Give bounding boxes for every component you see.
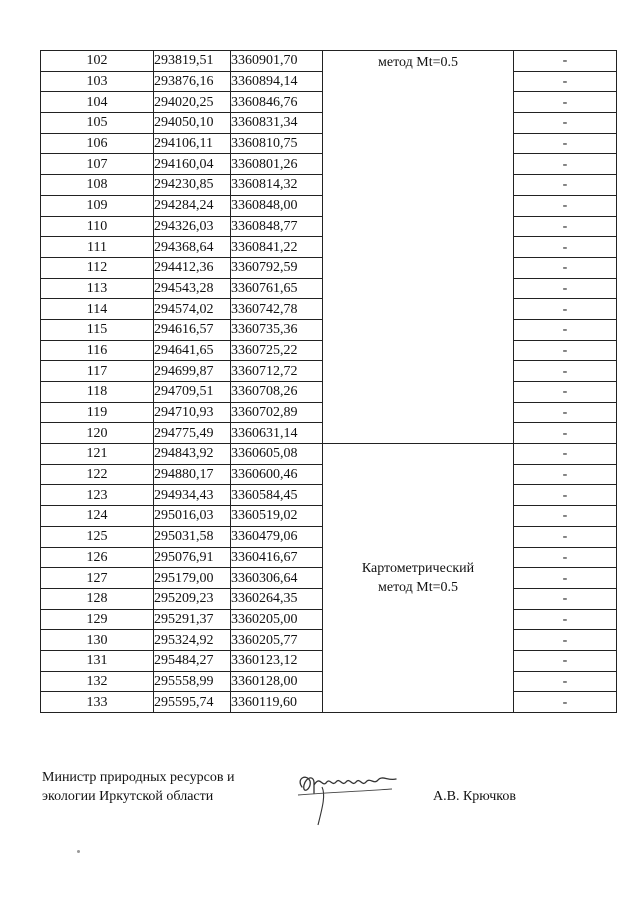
point-number-cell: 102 (41, 51, 154, 72)
accuracy-cell: - (514, 650, 617, 671)
point-number-cell: 130 (41, 630, 154, 651)
method-line1: Картометрический (361, 561, 475, 577)
x-coordinate-cell: 295209,23 (154, 588, 231, 609)
accuracy-cell: - (514, 692, 617, 713)
accuracy-cell: - (514, 568, 617, 589)
point-number-cell: 106 (41, 133, 154, 154)
point-number-cell: 133 (41, 692, 154, 713)
x-coordinate-cell: 295484,27 (154, 650, 231, 671)
point-number-cell: 123 (41, 485, 154, 506)
point-number-cell: 109 (41, 195, 154, 216)
accuracy-cell: - (514, 51, 617, 72)
x-coordinate-cell: 294843,92 (154, 444, 231, 465)
accuracy-cell: - (514, 216, 617, 237)
x-coordinate-cell: 294106,11 (154, 133, 231, 154)
x-coordinate-cell: 295324,92 (154, 630, 231, 651)
y-coordinate-cell: 3360735,36 (231, 319, 323, 340)
y-coordinate-cell: 3360702,89 (231, 402, 323, 423)
point-number-cell: 129 (41, 609, 154, 630)
x-coordinate-cell: 294543,28 (154, 278, 231, 299)
point-number-cell: 114 (41, 299, 154, 320)
accuracy-cell: - (514, 671, 617, 692)
point-number-cell: 131 (41, 650, 154, 671)
y-coordinate-cell: 3360631,14 (231, 423, 323, 444)
accuracy-cell: - (514, 92, 617, 113)
y-coordinate-cell: 3360712,72 (231, 361, 323, 382)
point-number-cell: 105 (41, 113, 154, 134)
x-coordinate-cell: 294326,03 (154, 216, 231, 237)
y-coordinate-cell: 3360848,77 (231, 216, 323, 237)
x-coordinate-cell: 294412,36 (154, 257, 231, 278)
signatory-title-line1: Министр природных ресурсов и (42, 770, 235, 785)
y-coordinate-cell: 3360901,70 (231, 51, 323, 72)
x-coordinate-cell: 293819,51 (154, 51, 231, 72)
y-coordinate-cell: 3360841,22 (231, 237, 323, 258)
x-coordinate-cell: 294284,24 (154, 195, 231, 216)
point-number-cell: 113 (41, 278, 154, 299)
x-coordinate-cell: 294020,25 (154, 92, 231, 113)
accuracy-cell: - (514, 526, 617, 547)
accuracy-cell: - (514, 237, 617, 258)
y-coordinate-cell: 3360306,64 (231, 568, 323, 589)
x-coordinate-cell: 294641,65 (154, 340, 231, 361)
y-coordinate-cell: 3360128,00 (231, 671, 323, 692)
y-coordinate-cell: 3360792,59 (231, 257, 323, 278)
point-number-cell: 120 (41, 423, 154, 444)
accuracy-cell: - (514, 113, 617, 134)
method-cell (323, 444, 514, 713)
point-number-cell: 107 (41, 154, 154, 175)
accuracy-cell: - (514, 154, 617, 175)
table-row (41, 444, 617, 465)
y-coordinate-cell: 3360416,67 (231, 547, 323, 568)
signatory-title (42, 768, 234, 806)
accuracy-cell: - (514, 361, 617, 382)
x-coordinate-cell: 294775,49 (154, 423, 231, 444)
point-number-cell: 126 (41, 547, 154, 568)
accuracy-cell: - (514, 423, 617, 444)
accuracy-cell: - (514, 630, 617, 651)
coordinates-table-body (41, 51, 617, 713)
y-coordinate-cell: 3360205,00 (231, 609, 323, 630)
y-coordinate-cell: 3360605,08 (231, 444, 323, 465)
y-coordinate-cell: 3360810,75 (231, 133, 323, 154)
accuracy-cell: - (514, 382, 617, 403)
y-coordinate-cell: 3360119,60 (231, 692, 323, 713)
y-coordinate-cell: 3360742,78 (231, 299, 323, 320)
x-coordinate-cell: 295595,74 (154, 692, 231, 713)
x-coordinate-cell: 295031,58 (154, 526, 231, 547)
point-number-cell: 117 (41, 361, 154, 382)
accuracy-cell: - (514, 485, 617, 506)
scan-speck (77, 850, 80, 853)
x-coordinate-cell: 294160,04 (154, 154, 231, 175)
point-number-cell: 127 (41, 568, 154, 589)
y-coordinate-cell: 3360519,02 (231, 506, 323, 527)
y-coordinate-cell: 3360600,46 (231, 464, 323, 485)
point-number-cell: 118 (41, 382, 154, 403)
y-coordinate-cell: 3360725,22 (231, 340, 323, 361)
point-number-cell: 115 (41, 319, 154, 340)
handwritten-signature (292, 765, 402, 830)
point-number-cell: 128 (41, 588, 154, 609)
point-number-cell: 124 (41, 506, 154, 527)
accuracy-cell: - (514, 175, 617, 196)
accuracy-cell: - (514, 133, 617, 154)
accuracy-cell: - (514, 464, 617, 485)
accuracy-cell: - (514, 257, 617, 278)
y-coordinate-cell: 3360814,32 (231, 175, 323, 196)
x-coordinate-cell: 294709,51 (154, 382, 231, 403)
y-coordinate-cell: 3360761,65 (231, 278, 323, 299)
point-number-cell: 116 (41, 340, 154, 361)
accuracy-cell: - (514, 402, 617, 423)
point-number-cell: 104 (41, 92, 154, 113)
y-coordinate-cell: 3360205,77 (231, 630, 323, 651)
signatory-name: А.В. Крючков (433, 789, 516, 804)
accuracy-cell: - (514, 319, 617, 340)
y-coordinate-cell: 3360708,26 (231, 382, 323, 403)
x-coordinate-cell: 294934,43 (154, 485, 231, 506)
point-number-cell: 110 (41, 216, 154, 237)
y-coordinate-cell: 3360848,00 (231, 195, 323, 216)
accuracy-cell: - (514, 278, 617, 299)
point-number-cell: 112 (41, 257, 154, 278)
coordinates-table (40, 50, 617, 713)
accuracy-cell: - (514, 588, 617, 609)
x-coordinate-cell: 294230,85 (154, 175, 231, 196)
table-row (41, 51, 617, 72)
point-number-cell: 103 (41, 71, 154, 92)
y-coordinate-cell: 3360831,34 (231, 113, 323, 134)
y-coordinate-cell: 3360264,35 (231, 588, 323, 609)
accuracy-cell: - (514, 340, 617, 361)
y-coordinate-cell: 3360894,14 (231, 71, 323, 92)
accuracy-cell: - (514, 444, 617, 465)
accuracy-cell: - (514, 506, 617, 527)
x-coordinate-cell: 294880,17 (154, 464, 231, 485)
point-number-cell: 119 (41, 402, 154, 423)
x-coordinate-cell: 294050,10 (154, 113, 231, 134)
y-coordinate-cell: 3360801,26 (231, 154, 323, 175)
x-coordinate-cell: 294616,57 (154, 319, 231, 340)
accuracy-cell: - (514, 547, 617, 568)
point-number-cell: 111 (41, 237, 154, 258)
y-coordinate-cell: 3360584,45 (231, 485, 323, 506)
accuracy-cell: - (514, 71, 617, 92)
accuracy-cell: - (514, 299, 617, 320)
method-line2: метод Mt=0.5 (378, 580, 458, 596)
x-coordinate-cell: 294699,87 (154, 361, 231, 382)
x-coordinate-cell: 295179,00 (154, 568, 231, 589)
accuracy-cell: - (514, 195, 617, 216)
x-coordinate-cell: 294710,93 (154, 402, 231, 423)
x-coordinate-cell: 294368,64 (154, 237, 231, 258)
x-coordinate-cell: 293876,16 (154, 71, 231, 92)
point-number-cell: 132 (41, 671, 154, 692)
y-coordinate-cell: 3360479,06 (231, 526, 323, 547)
accuracy-cell: - (514, 609, 617, 630)
point-number-cell: 108 (41, 175, 154, 196)
point-number-cell: 125 (41, 526, 154, 547)
x-coordinate-cell: 295016,03 (154, 506, 231, 527)
point-number-cell: 121 (41, 444, 154, 465)
x-coordinate-cell: 294574,02 (154, 299, 231, 320)
method-line2: метод Mt=0.5 (378, 55, 458, 70)
x-coordinate-cell: 295291,37 (154, 609, 231, 630)
x-coordinate-cell: 295076,91 (154, 547, 231, 568)
point-number-cell: 122 (41, 464, 154, 485)
method-cell (323, 51, 514, 444)
y-coordinate-cell: 3360846,76 (231, 92, 323, 113)
signatory-title-line2: экологии Иркутской области (42, 789, 214, 804)
y-coordinate-cell: 3360123,12 (231, 650, 323, 671)
x-coordinate-cell: 295558,99 (154, 671, 231, 692)
